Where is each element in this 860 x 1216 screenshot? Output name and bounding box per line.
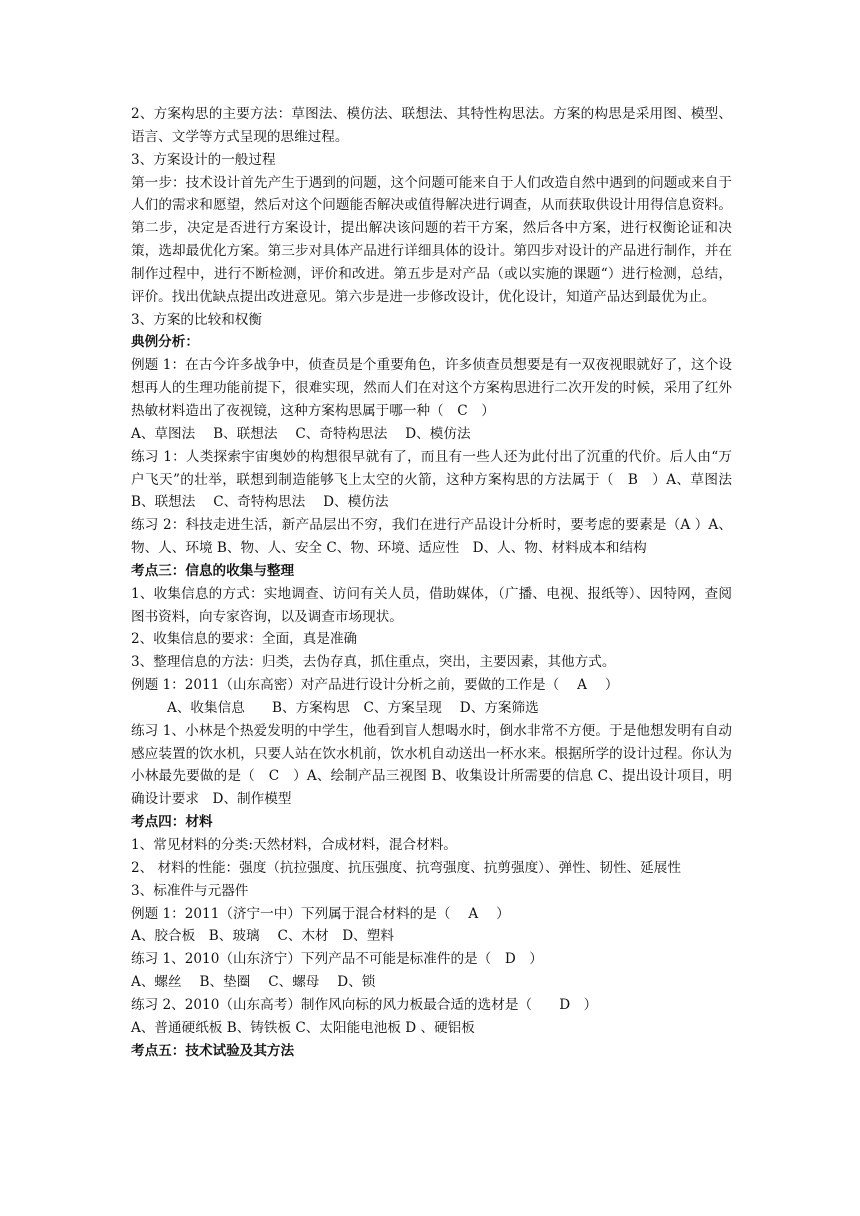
material-classification: 1、常见材料的分类:天然材料，合成材料，混合材料。 [131,837,457,853]
section-4-exercise-1-options: A、螺丝 B、垫圈 C、螺母 D、锁 [131,974,376,991]
example-analysis-heading: 典例分析： [131,334,199,351]
section-5-heading: 考点五：技术试验及其方法 [131,1042,295,1059]
comparison-heading: 3、方案的比较和权衡 [131,311,262,328]
section-3-heading: 考点三：信息的收集与整理 [131,562,295,579]
exercise-2-question: 练习 2：科技走进生活，新产品层出不穷，我们在进行产品设计分析时，要考虑的要素是（A ）A、物、人、环境 B、物、人、安全 C、物、环境、适应性 D、人、物、材料成本和结构 [131,517,732,557]
section-4-heading: 考点四：材料 [131,814,213,831]
info-collection-methods: 1、收集信息的方式：实地调查、访问有关人员，借助媒体，（广播、电视、报纸等）、因特网，查阅图书资料，向专家咨询，以及调查市场现状。 [131,585,732,625]
section-4-exercise-2-question: 练习 2、2010（山东高考）制作风向标的风力板最合适的选材是（ D ） [131,996,598,1013]
section-4-example-question: 例题 1：2011（济宁一中）下列属于混合材料的是（ A ） [131,905,510,922]
info-collection-requirements: 2、收集信息的要求：全面，真是准确 [131,631,358,648]
exercise-1-question: 练习 1：人类探索宇宙奥妙的构想很早就有了，而且有一些人还为此付出了沉重的代价。后人由“万户飞天”的壮举，联想到制造能够飞上太空的火箭，这种方案构思的方法属于（ B ）A、草图法 B、联想法 C、奇特构思法 D、模仿法 [131,448,750,511]
section-4-exercise-1-question: 练习 1、2010（山东济宁）下列产品不可能是标准件的是（ D ） [131,951,543,968]
document-body [131,103,750,1062]
design-process-heading: 3、方案设计的一般过程 [131,151,276,168]
section-3-exercise-1: 练习 1、小林是个热爱发明的中学生，他看到盲人想喝水时，倒水非常不方便。于是他想发明有自动感应装置的饮水机，只要人站在饮水机前，饮水机自动送出一杯水来。根据所学的设计过程。你认为小林最先要做的是（ C ）A、绘制产品三视图 B、收集设计所需要的信息 C、提出设计项目，明确设计要求 D、制作模型 [131,722,732,808]
example-1-question: 例题 1：在古今许多战争中，侦查员是个重要角色，许多侦查员想要是有一双夜视眼就好了，这个设想再人的生理功能前提下，很难实现，然而人们在对这个方案构思进行二次开发的时候，采用了红外热敏材料造出了夜视镜，这种方案构思属于哪一种（ C ） [131,357,732,419]
info-organizing-methods: 3、整理信息的方法：归类，去伪存真，抓住重点，突出，主要因素，其他方式。 [131,654,616,671]
design-steps-paragraph: 第一步：技术设计首先产生于遇到的问题，这个问题可能来自于人们改造自然中遇到的问题或来自于人们的需求和愿望，然后对这个问题能否解决或值得解决进行调查，从而获取供设计用得信息资料。第二步，决定是否进行方案设计，提出解决该问题的若干方案，然后各中方案，进行权衡论证和决策，选却最优化方案。第三步对具体产品进行详细具体的设计。第四步对设计的产品进行制作，并在制作过程中，进行不断检测，评价和改进。第五步是对产品（或以实施的课题“）进行检测，总结，评价。找出优缺点提出改进意见。第六步是进一步修改设计，优化设计，知道产品达到最优为止。 [131,174,732,305]
section-4-example-options: A、胶合板 B、玻璃 C、木材 D、塑料 [131,928,394,945]
standard-parts-heading: 3、标准件与元器件 [131,882,249,899]
section-3-example-options: A、收集信息 B、方案构思 C、方案呈现 D、方案筛选 [167,699,539,716]
section-4-exercise-2-options: A、普通硬纸板 B、铸铁板 C、太阳能电池板 D 、硬铝板 [131,1019,475,1036]
section-3-example-question: 例题 1：2011（山东高密）对产品进行设计分析之前，要做的工作是（ A ） [131,677,619,694]
example-1-options: A、草图法 B、联想法 C、奇特构思法 D、模仿法 [131,425,471,442]
material-properties: 2、 材料的性能：强度（抗拉强度、抗压强度、抗弯强度、抗剪强度）、弹性、韧性、延展性 [131,859,681,876]
method-paragraph: 2、方案构思的主要方法：草图法、模仿法、联想法、其特性构思法。方案的构思是采用图、模型、语言、文学等方式呈现的思维过程。 [131,106,732,145]
